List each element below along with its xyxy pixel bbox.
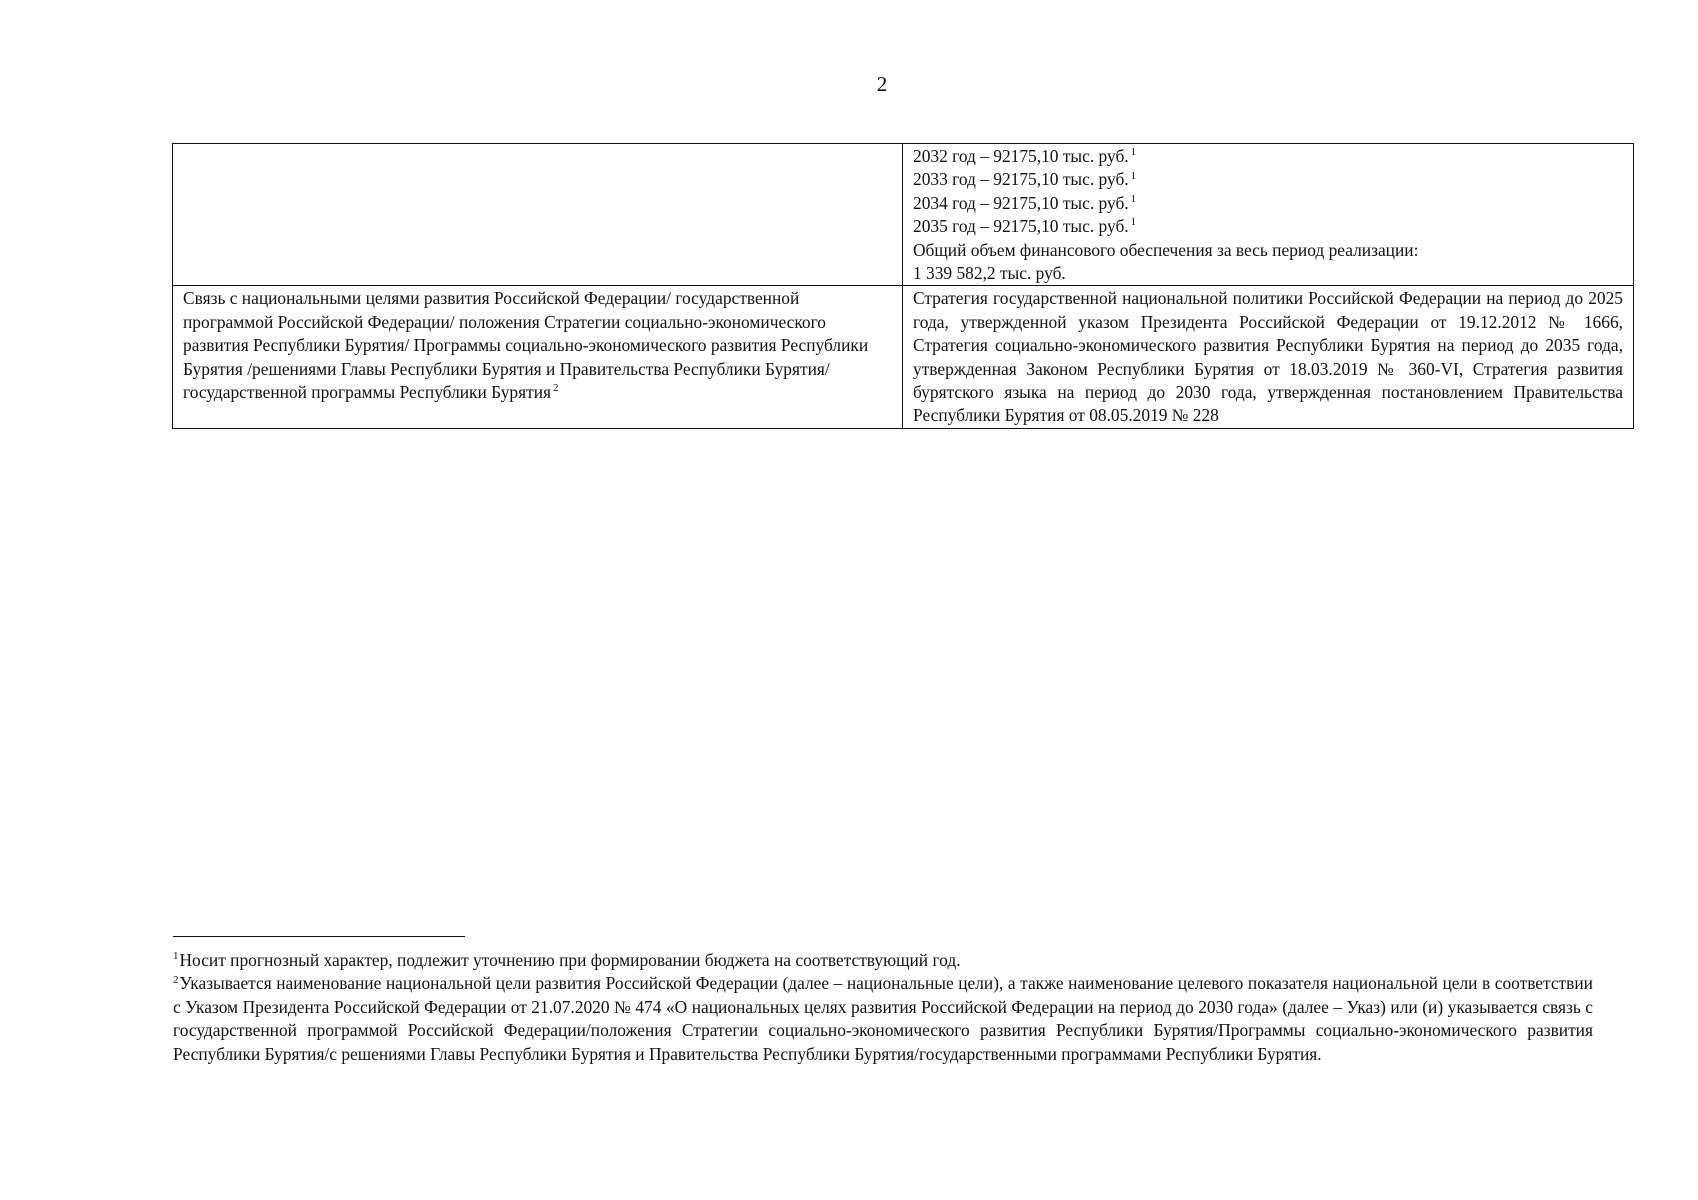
page-number: 2 <box>876 72 888 96</box>
footnote-2 <box>173 972 1593 1066</box>
footnote-text: Указывается наименование национальной цели развития Российской Федерации (далее – национальные цели), а также наименование целевого показателя национальной цели в соответствии с Указом Президента Российской Федерации от 21.07.2020 № 474 «О национальных целях развития Российской Федерации на период до 2030 года» (далее – Указ) или (и) указывается связь с государственной программой Российской Федерации/положения Стратегии социально-экономического развития Республики Бурятия/Программы социально-экономического развития Республики Бурятия/с решениями Главы Республики Бурятия и Правительства Республики Бурятия/государственными программами Республики Бурятия. <box>173 973 1593 1064</box>
footnote-1 <box>173 949 1593 972</box>
strategy-cell: Стратегия государственной национальной политики Российской Федерации на период до 2025 года, утвержденной указом Президента Российской Федерации от 19.12.2012 № 1666, Стратегия социально-экономического развития Республики Бурятия на период до 2035 года, утвержденная Законом Республики Бурятия от 18.03.2019 № 360-VI, Стратегия развития бурятского языка на период до 2030 года, утвержденная постановлением Правительства Республики Бурятия от 08.05.2019 № 228 <box>903 286 1634 428</box>
footnote-text: Носит прогнозный характер, подлежит уточнению при формировании бюджета на соответствующий год. <box>179 950 961 970</box>
table-row-goals <box>173 286 1634 428</box>
footnote-mark: 1 <box>173 950 179 963</box>
goals-label-text: Связь с национальными целями развития Российской Федерации/ государственной программой Российской Федерации/ положения Стратегии социально-экономического развития Республики Бурятия/ Программы социально-экономического развития Республики Бурятия /решениями Главы Республики Бурятия и Правительства Республики Бурятия/ государственной программы Республики Бурятия <box>183 288 869 403</box>
goals-label-cell <box>173 286 903 428</box>
footnote-ref: 1 <box>1130 216 1137 229</box>
footnote-ref: 1 <box>1130 146 1137 159</box>
funding-line-2034: 2034 год – 92175,10 тыс. руб. $^1$ <box>913 192 1137 213</box>
footnote-ref: 2 <box>553 382 559 395</box>
funding-line-2032: 2032 год – 92175,10 тыс. руб. $^1$ <box>913 146 1137 166</box>
footnote-ref: 1 <box>1130 193 1137 206</box>
funding-line-2033: 2033 год – 92175,10 тыс. руб. $^1$ <box>913 169 1137 190</box>
footnotes <box>173 949 1593 1066</box>
funding-total-label: Общий объем финансового обеспечения за весь период реализации: <box>913 239 1419 260</box>
funding-total-value: 1 339 582,2 тыс. руб. <box>913 263 1066 284</box>
table-cell-empty <box>173 144 903 286</box>
table-row-funding <box>173 144 1634 286</box>
passport-table <box>172 143 1634 429</box>
footnote-ref: 1 <box>1130 169 1137 182</box>
funding-line-2035: 2035 год – 92175,10 тыс. руб. $^1$ <box>913 216 1137 237</box>
footnote-mark: 2 <box>173 973 179 986</box>
funding-cell <box>903 144 1634 286</box>
footnote-separator <box>173 936 465 937</box>
